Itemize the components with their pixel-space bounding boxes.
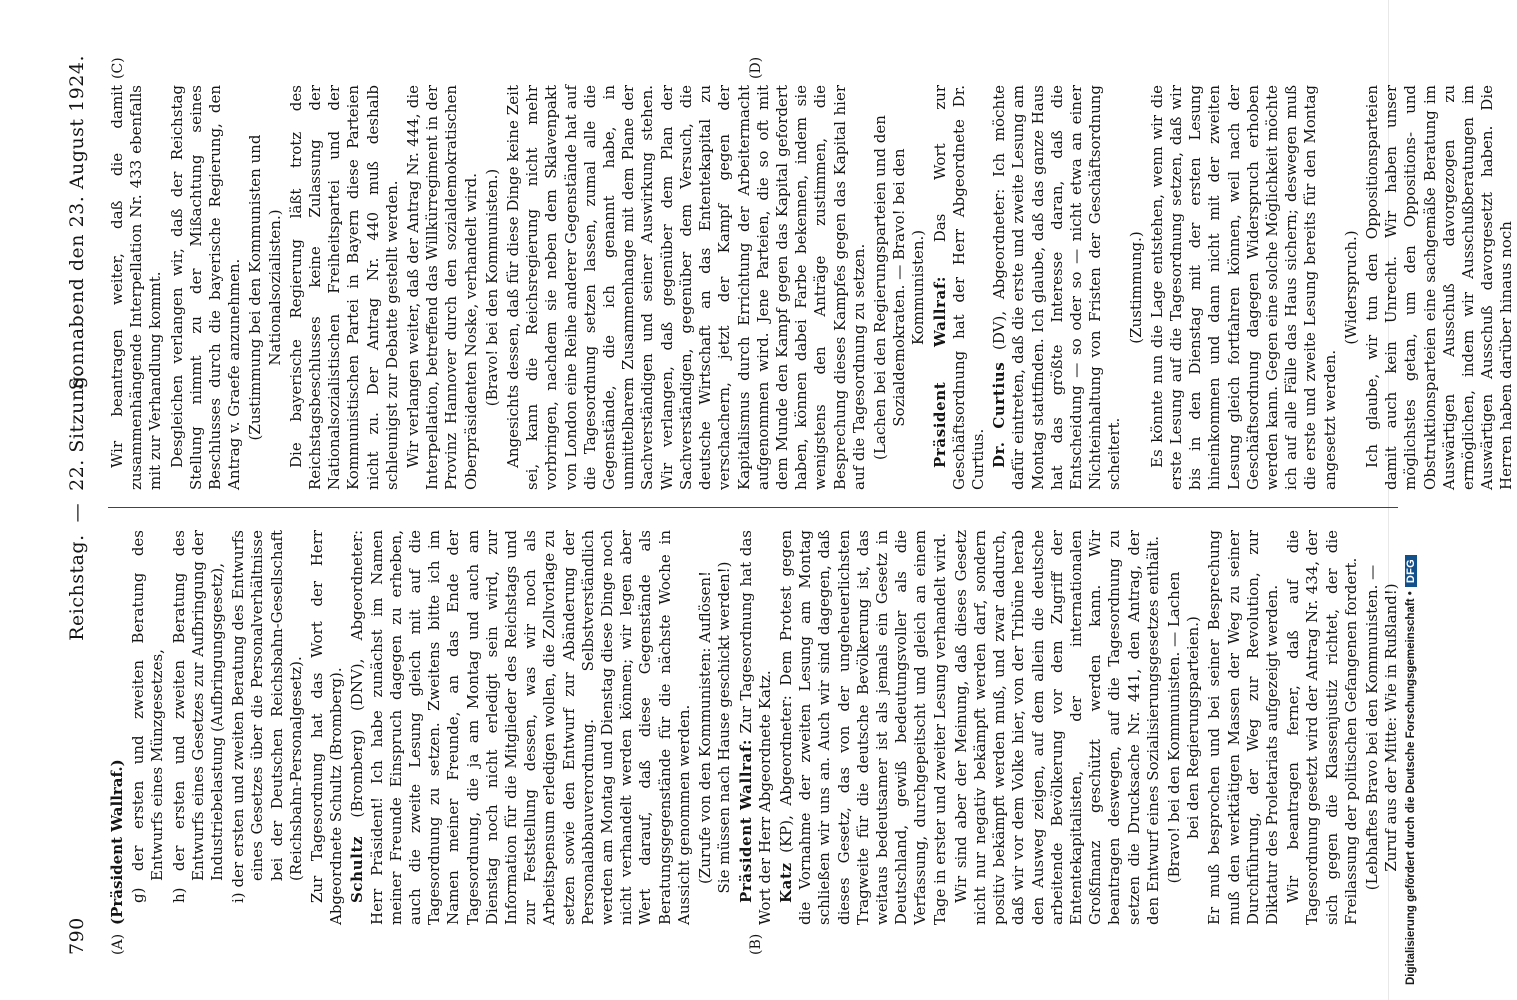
speaker-name: Präsident Wallraf:: [736, 738, 755, 903]
speaker-name: Katz: [776, 862, 795, 903]
paragraph: Wir verlangen weiter, daß der Antrag Nr. 444, die Interpellation, betreffend das Willkürregiment in der Provinz Hannover durch den sozialdemokratischen Oberpräsidenten Noske, verhandelt wird.: [404, 85, 480, 490]
interjection: (Zurufe von den Kommunisten: Auflösen! Sie müssen nach Hause geschickt werden!): [696, 561, 734, 894]
interjection: (Zustimmung.): [1126, 231, 1145, 344]
section-heading: (Präsident Wallraf.): [108, 759, 126, 925]
paragraph: Die bayerische Regierung läßt trotz des Reichstagsbeschlusses keine Zulassung der Nationalsozialistischen Freiheitspartei und der Kommunistischen Partei in Bayern diese Parteien nicht zu. Der Antrag Nr. 440 muß deshalb schleunigst zur Debatte gestellt werden.: [286, 85, 401, 490]
interjection: (Zustimmung bei den Kommunisten und Nationalsozialisten.): [246, 134, 284, 441]
paragraph: Ich glaube, wir tun den Oppositionsparteien damit auch kein Unrecht. Wir haben unser möglichstes getan, um den Oppositions- und Obstruktionsparteien eine sachgemäße Beratung im Auswärtigen Ausschuß davorgezogen zu ermöglichen, indem wir Ausschußberatungen im Auswärtigen Ausschuß davorgesetzt haben. Die Herren haben darüber hinaus noch: [1363, 85, 1516, 490]
header-date: Sonnabend den 23. August 1924.: [66, 55, 88, 391]
paragraph: Er muß besprochen und bei seiner Besprechung muß den werktätigen Massen der Weg zu seiner Durchführung, der Weg zur Revolution, zur Diktatur des Proletariats aufgezeigt werden.: [1205, 530, 1281, 925]
agenda-item-i: i) der ersten und zweiten Beratung des Entwurfs eines Gesetzes über die Personalverhältnisse bei der Deutschen Reichsbahn-Gesellschaft (Reichsbahn-Personalgesetz).: [229, 530, 305, 903]
speaker-name: Präsident Wallraf:: [930, 275, 949, 468]
paragraph: Wir beantragen ferner, daß auf die Tagesordnung gesetzt wird der Antrag Nr. 434, der sich gegen die Klassenjustiz richtet, der die Freilassung der politischen Gefangenen fordert.: [1284, 530, 1360, 925]
margin-mark-a: (A): [110, 933, 126, 955]
agenda-item-h: h) der ersten und zweiten Beratung des Entwurfs eines Gesetzes zur Aufbringung der Industriebelastung (Aufbringungsgesetz),: [169, 530, 227, 903]
speech-paragraph: [777, 530, 950, 925]
speech-paragraph: [931, 85, 989, 490]
page-number: 790: [66, 917, 88, 955]
interjection: (Widerspruch.): [1341, 230, 1360, 345]
margin-mark-c: (C): [110, 57, 126, 79]
speech-text: (Bromberg) (DNV), Abgeordneter: Herr Präsident! Ich habe zunächst im Namen meiner Freunde Einspruch dagegen zu erheben, auch die zweite Lesung gleich mit auf die Tagesordnung zu setzen. Zweitens bitte ich im Namen meiner Freunde, an das Ende der Tagesordnung, die ja am Montag und auch am Dienstag noch nicht erledigt sein wird, zur Information für die Mitglieder des Reichstags und zur Feststellung dessen, was wir noch als Arbeitspensum erledigen wollen, die Zollvorlage zu setzen sowie den Entwurf zur Abänderung der Personalabbauverordnung. Selbstverständlich werden am Montag und Dienstag diese Dinge noch nicht verhandelt werden können; wir legen aber Wert darauf, daß diese Gegenstände als Beratungsgegenstände für die nächste Woche in Aussicht genommen werden.: [348, 530, 693, 925]
right-column: [108, 85, 1516, 490]
dfg-logo: DFG: [1405, 555, 1417, 587]
paragraph: Wir beantragen weiter, daß die damit zusammenhängende Interpellation Nr. 433 ebenfalls mit zur Verhandlung kommt.: [108, 85, 165, 490]
margin-mark-d: (D): [748, 56, 764, 79]
speech-paragraph: [737, 530, 775, 925]
paragraph: Zur Tagesordnung hat das Wort der Herr Abgeordnete Schultz (Bromberg).: [308, 530, 346, 925]
speech-text: (DV), Abgeordneter: Ich möchte dafür eintreten, daß die erste und zweite Lesung am Montag stattfinden. Ich glaube, daß das ganze Haus hat das größte Interesse daran, daß die Entscheidung — so oder so — nicht etwa an einer Nichteinhaltung von Fristen der Geschäftsordnung scheitert.: [990, 85, 1124, 490]
speaker-name: Schultz: [348, 835, 367, 903]
column-divider: [108, 507, 1398, 508]
interjection: (Lachen bei den Regierungsparteien und den Sozialdemokraten. — Bravo! bei den Kommunisten.): [870, 115, 928, 460]
speech-paragraph: [990, 85, 1124, 490]
digitization-credit: [1405, 5, 1427, 985]
header-session: 22. Sitzung.: [66, 369, 88, 491]
margin-mark-b: (B): [748, 933, 764, 955]
paragraph: Angesichts dessen, daß für diese Dinge keine Zeit sei, kann die Reichsregierung nicht mehr vorbringen, nachdem sie neben dem Sklavenpakt von London eine Reihe anderer Gegenstände hat auf die Tagesordnung setzen lassen, zumal alle die Gegenstände, die ich genannt habe, in unmittelbarem Zusammenhange mit dem Plane der Sachverständigen und seiner Auswirkung stehen. Wir verlangen, daß gegenüber dem Plan der Sachverständigen, gegenüber dem Versuch, die deutsche Wirtschaft an das Ententekapital zu verschachern, jetzt der Kampf gegen der Kapitalismus durch Errichtung der Arbeitermacht aufgenommen wird. Jene Parteien, die so oft mit dem Munde den Kampf gegen das Kapital gefordert haben, können dabei Farbe bekennen, indem sie wenigstens den Anträge zustimmen, die Besprechung dieses Kampfes gegen das Kapital hier auf die Tagesordnung zu setzen.: [504, 85, 868, 490]
credit-text: Digitalisierung gefördert durch die Deutsche Forschungsgemeinschaft •: [1405, 591, 1417, 985]
header-reichstag: Reichstag.: [66, 534, 88, 641]
header-dash: —: [66, 502, 88, 523]
speech-text: (KP), Abgeordneter: Dem Protest gegen die Vornahme der zweiten Lesung am Montag schließen wir uns an. Auch wir sind dagegen, daß dieses Gesetz, das von der ungeheuerlichsten Tragweite für die deutsche Bevölkerung ist, das weitaus bedeutsamer ist als jemals ein Gesetz in Deutschland, gewiß bedeutungsvoller als die Verfassung, durchgepeitscht und gleich an einem Tage in erster und zweiter Lesung verhandelt wird.: [776, 530, 949, 925]
interjection: (Lebhaftes Bravo bei den Kommunisten. — Zuruf aus der Mitte: Wie in Rußland!): [1363, 564, 1401, 891]
interjection: (Bravo! bei den Kommunisten.): [482, 168, 501, 407]
paragraph: Desgleichen verlangen wir, daß der Reichstag Stellung nimmt zu der Mißachtung seines Beschlusses durch die bayerische Regierung, den Antrag v. Graefe anzunehmen.: [167, 85, 244, 490]
agenda-item-g: g) der ersten und zweiten Beratung des Entwurfs eines Münzgesetzes,: [129, 530, 167, 903]
paragraph: Es könnte nun die Lage entstehen, wenn wir die erste Lesung auf die Tagesordnung setzen, daß wir bis in den Dienstag mit der ersten Lesung hineinkommen und dann nicht mit der zweiten Lesung gleich fortfahren können, weil nach der Geschäftsordnung dagegen Widerspruch erhoben werden kann. Gegen eine solche Möglichkeit möchte ich auf alle Fälle das Haus sichern; deswegen muß die erste und zweite Lesung bereits für den Montag angesetzt werden.: [1147, 85, 1339, 490]
speech-text: Zur Tagesordnung hat das Wort der Herr Abgeordnete Katz.: [736, 529, 774, 925]
document-page: [58, 55, 1516, 955]
speech-paragraph: [348, 530, 694, 925]
paragraph: Wir sind aber der Meinung, daß dieses Gesetz nicht nur negativ bekämpft werden darf, sondern positiv bekämpft werden muß, und zwar dadurch, daß wir vor dem Volke hier, von der Tribüne herab den Ausweg zeigen, auf dem allein die deutsche arbeitende Bevölkerung vor dem Zugriff der Ententekapitalisten, der internationalen Großfinanz geschützt werden kann. Wir beantragen deswegen, auf die Tagesordnung zu setzen die Drucksache Nr. 441, den Antrag, der den Entwurf eines Sozialisierungsgesetzes enthält.: [951, 530, 1162, 925]
running-header: [58, 55, 102, 955]
speaker-name: Dr. Curtius: [990, 361, 1009, 468]
speech-text: Das Wort zur Geschäftsordnung hat der Herr Abgeordnete Dr. Curtius.: [930, 85, 987, 490]
left-column: [108, 529, 1401, 925]
interjection: (Bravo! bei den Kommunisten. — Lachen bei den Regierungsparteien.): [1164, 571, 1203, 884]
